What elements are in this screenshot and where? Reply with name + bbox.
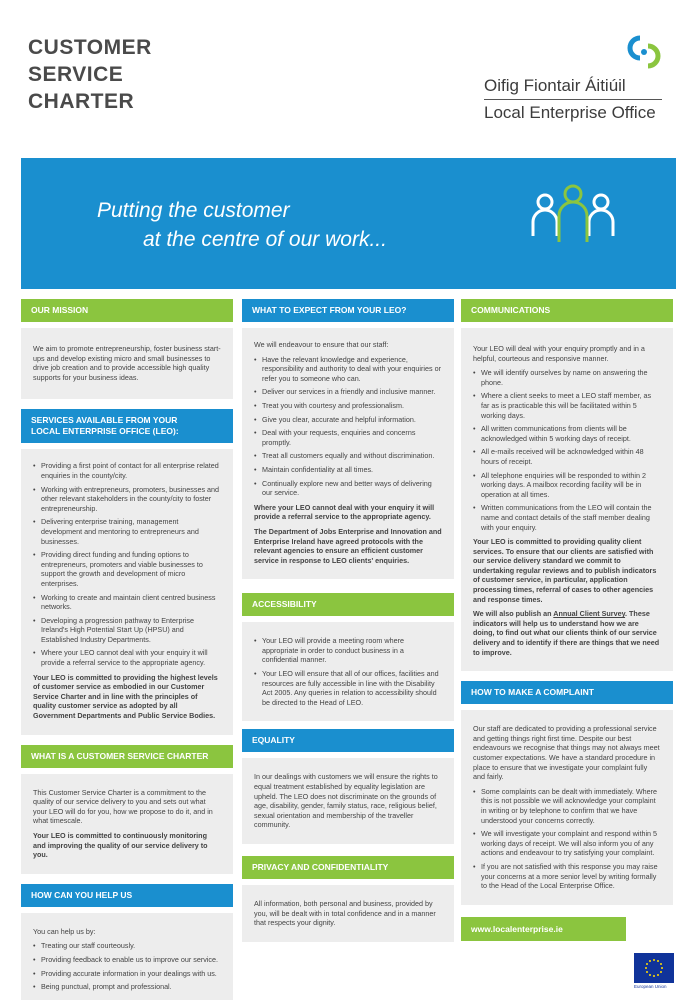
title-line-2: SERVICE	[28, 63, 124, 86]
accessibility-heading: ACCESSIBILITY	[242, 593, 454, 616]
list-item: • All telephone enquiries will be responded to within 2 working days. A mailbox recording facility will be in operation at all times.	[473, 471, 661, 500]
equality-panel	[242, 758, 454, 844]
services-commitment: Your LEO is committed to providing the highest levels of customer service as embodied in our Customer Service Charter and in line with the principles of quality customer service as adopted by all Government Departments and Public Service Bodies.	[33, 672, 218, 721]
accessibility-panel	[242, 622, 454, 721]
expect-referral: Where your LEO cannot deal with your enquiry it will provide a referral service to the appropriate agency.	[254, 502, 435, 522]
list-item: • We will investigate your complaint and respond within 5 working days of receipt. We will also inform you of any actions and endeavour to try satisfying your complaint.	[473, 829, 661, 858]
list-item: • Where your LEO cannot deal with your enquiry it will provide a referral service to the appropriate agency.	[33, 648, 221, 667]
column-middle	[242, 299, 454, 948]
people-group-icon	[529, 180, 617, 254]
logo-irish: Oifig Fiontair Áitiúil	[484, 76, 662, 100]
communications-survey	[473, 609, 661, 657]
mission-panel	[21, 328, 233, 399]
survey-pre: We will also publish an	[473, 609, 554, 619]
help-panel	[21, 913, 233, 1000]
list-item: • Providing direct funding and funding options to entrepreneurs, promoters and viable businesses to support the growth and development of micro enterprises.	[33, 550, 221, 588]
complaint-intro: Our staff are dedicated to providing a professional service and getting things right first time. Despite our best endeavours we recognise that things may not always meet customer expectations. We have a standard procedure in place to ensure that we investigate your complaint fully and fairly.	[473, 724, 660, 782]
list-item: • Some complaints can be dealt with immediately. Where this is not possible we will acknowledge your complaint in writing or by telephone to confirm that we have understood your concerns correctly.	[473, 787, 661, 825]
list-item: • Developing a progression pathway to Enterprise Ireland's High Potential Start Up (HPSU) and Established Industry Departments.	[33, 616, 221, 645]
list-item: • Your LEO will provide a meeting room where appropriate in order to conduct business in a confidential manner.	[254, 636, 442, 665]
expect-list	[254, 355, 442, 498]
leo-logo-icon	[624, 32, 664, 72]
communications-list	[473, 368, 661, 532]
list-item: • Deal with your requests, enquiries and concerns promptly.	[254, 428, 442, 447]
list-item: • Treat all customers equally and without discrimination.	[254, 451, 442, 461]
list-item: • If you are not satisfied with this response you may raise your concerns at a more senior level by writing formally to the Head of the Local Enterprise Office.	[473, 862, 661, 891]
list-item: • Treat you with courtesy and professionalism.	[254, 401, 442, 411]
eu-stars-icon	[634, 953, 674, 983]
services-panel	[21, 449, 233, 734]
complaint-heading: HOW TO MAKE A COMPLAINT	[461, 681, 673, 704]
list-item: • Providing a first point of contact for all enterprise related enquiries in the county/city.	[33, 461, 221, 480]
services-list	[33, 461, 221, 667]
list-item: • Providing accurate information in your dealings with us.	[33, 969, 221, 979]
annual-client-survey-link[interactable]: Annual Client Survey	[553, 609, 626, 619]
list-item: • Maintain confidentiality at all times.	[254, 465, 442, 475]
communications-heading: COMMUNICATIONS	[461, 299, 673, 322]
mission-heading: OUR MISSION	[21, 299, 233, 322]
hero-banner	[21, 158, 676, 289]
charter-panel	[21, 774, 233, 874]
list-item: • Continually explore new and better ways of delivering our service.	[254, 479, 442, 498]
list-item: • Have the relevant knowledge and experience, responsibility and authority to deal with your enquiries or refer you to someone who can.	[254, 355, 442, 384]
list-item: • Your LEO will ensure that all of our offices, facilities and resources are fully accessible in line with the Disability Act 2005. Any queries in relation to accessibility should be directed to the Head of LEO.	[254, 669, 442, 707]
services-heading-line-1: SERVICES AVAILABLE FROM YOUR	[31, 415, 178, 426]
privacy-panel	[242, 885, 454, 942]
column-left	[21, 299, 233, 1000]
services-heading-line-2: LOCAL ENTERPRISE OFFICE (LEO):	[31, 426, 179, 437]
charter-text: This Customer Service Charter is a commitment to the quality of our service delivery to you and sets out what your LEO will do for you, how we propose to do it, and in what timescale.	[33, 787, 213, 826]
equality-text: In our dealings with customers we will ensure the rights to equal treatment established by equality legislation are upheld. The LEO does not discriminate on the grounds of age, disability, gender, family status, race, religious belief, sexual orientation and membership of the traveller community.	[254, 772, 438, 830]
communications-panel	[461, 328, 673, 671]
list-item: • All written communications from clients will be acknowledged within 5 working days of receipt.	[473, 424, 661, 443]
list-item: • Treating our staff courteously.	[33, 941, 221, 951]
list-item: • Give you clear, accurate and helpful information.	[254, 415, 442, 425]
complaint-panel	[461, 710, 673, 905]
column-right	[461, 299, 673, 941]
list-item: • We will identify ourselves by name on answering the phone.	[473, 368, 661, 387]
survey-post: . These indicators will help us to understand how we are doing, to find out what our clients think of our service delivery and to identify if there are things that we need to improve.	[473, 609, 660, 657]
communications-intro: Your LEO will deal with your enquiry promptly and in a helpful, courteous and responsive manner.	[473, 344, 645, 363]
banner-slogan	[97, 196, 387, 254]
expect-panel	[242, 328, 454, 579]
services-heading	[21, 409, 233, 443]
website-link[interactable]: www.localenterprise.ie	[461, 917, 626, 941]
eu-flag-icon	[634, 953, 674, 983]
list-item: • Providing feedback to enable us to improve our service.	[33, 955, 221, 965]
list-item: • Deliver our services in a friendly and inclusive manner.	[254, 387, 442, 397]
help-list	[33, 941, 221, 991]
list-item: • All e-mails received will be acknowledged within 48 hours of receipt.	[473, 447, 661, 466]
charter-commitment: Your LEO is committed to continuously monitoring and improving the quality of our service delivery to you.	[33, 831, 208, 860]
expect-intro: We will endeavour to ensure that our staff:	[254, 340, 389, 349]
expect-heading: WHAT TO EXPECT FROM YOUR LEO?	[242, 299, 454, 322]
eu-label: European Union	[634, 984, 667, 989]
list-item: • Working to create and maintain client centred business networks.	[33, 593, 221, 612]
privacy-text: All information, both personal and business, provided by you, will be dealt with in total confidence and in a manner that respects your dignity.	[254, 899, 436, 928]
logo-english: Local Enterprise Office	[484, 103, 656, 122]
list-item: • Written communications from the LEO will contain the name and contact details of the staff member dealing with your enquiry.	[473, 503, 661, 532]
accessibility-list	[254, 636, 442, 707]
help-heading: HOW CAN YOU HELP US	[21, 884, 233, 907]
charter-heading: WHAT IS A CUSTOMER SERVICE CHARTER	[21, 745, 233, 768]
help-intro: You can help us by:	[33, 926, 96, 936]
page-title	[28, 34, 152, 115]
mission-text: We aim to promote entrepreneurship, foster business start-ups and develop existing micro and small businesses to drive job creation and to provide accessible high quality supports for your business ideas.	[33, 344, 221, 382]
list-item: • Being punctual, prompt and professional.	[33, 982, 221, 992]
list-item: • Working with entrepreneurs, promoters, businesses and other relevant stakeholders in the county/city to foster entrepreneurship.	[33, 485, 221, 514]
privacy-heading: PRIVACY AND CONFIDENTIALITY	[242, 856, 454, 879]
communications-commitment: Your LEO is committed to providing quality client services. To ensure that our clients are satisfied with our service delivery standard we commit to undertaking regular reviews and to publish indicators of customer service, in particular, application processing times, referral of cases to other agencies and response times.	[473, 537, 657, 604]
banner-line-1: Putting the customer	[97, 199, 290, 222]
list-item: • Delivering enterprise training, management development and mentoring to entrepreneurs and businesses.	[33, 517, 221, 546]
banner-line-2: at the centre of our work...	[143, 228, 387, 251]
expect-department: The Department of Jobs Enterprise and Innovation and Enterprise Ireland have agreed protocols with the relevant agencies to ensure an efficient customer service in response to LEO clients' enquiries.	[254, 526, 442, 565]
list-item: • Where a client seeks to meet a LEO staff member, as far as is practicable this will be facilitated within 5 working days.	[473, 391, 661, 420]
leo-logo-text	[484, 76, 662, 124]
title-line-3: CHARTER	[28, 90, 135, 113]
equality-heading: EQUALITY	[242, 729, 454, 752]
complaint-list	[473, 787, 661, 891]
title-line-1: CUSTOMER	[28, 36, 152, 59]
